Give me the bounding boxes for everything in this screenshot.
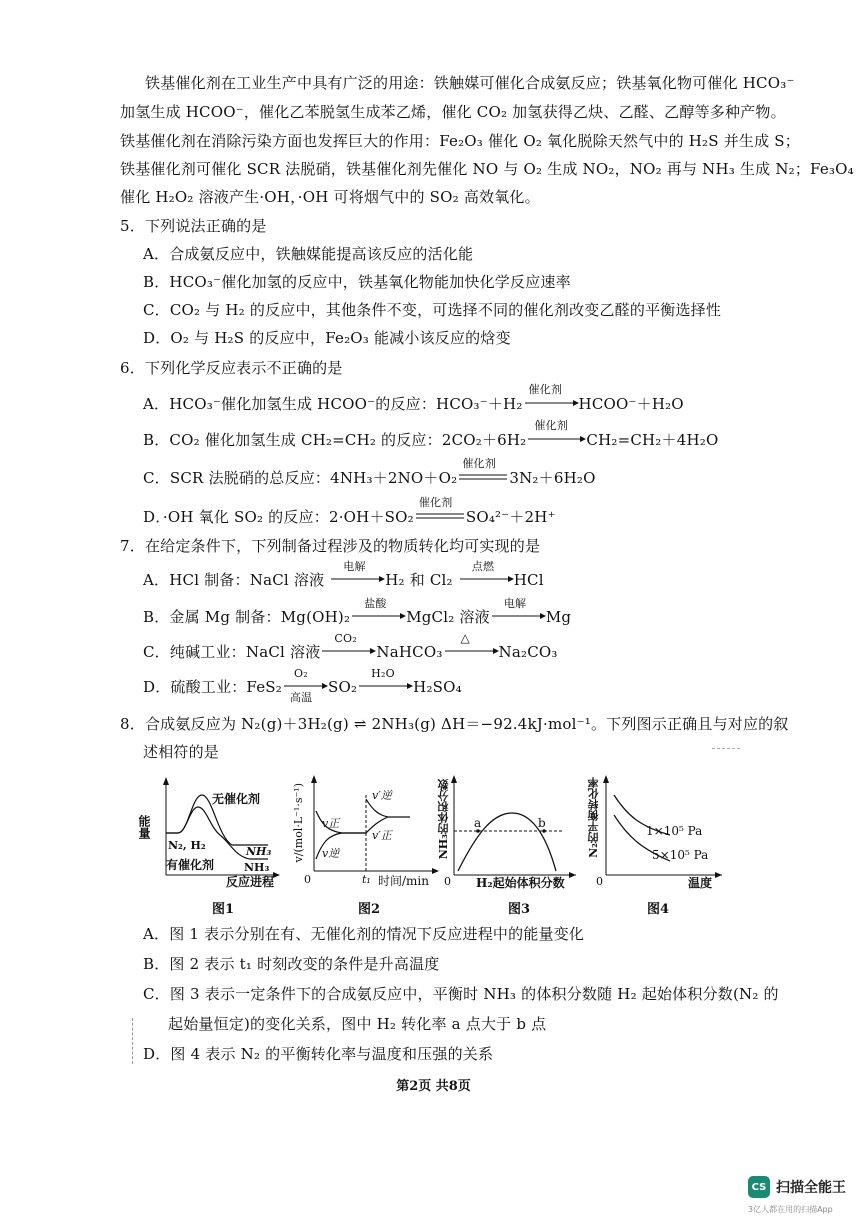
fig1-with-catalyst-label: 有催化剂	[166, 858, 215, 872]
q7-c-cond2: △	[460, 631, 470, 645]
q6-d-equals	[414, 506, 466, 528]
fig2-v-forward-prime: v′正	[372, 829, 392, 842]
q8-option-a: A．图 1 表示分别在有、无催化剂的情况下反应进程中的能量变化	[143, 925, 585, 943]
fig2-v-reverse: v逆	[322, 847, 340, 860]
q8-option-c-line-2: 起始量恒定)的变化关系，图中 H₂ 转化率 a 点大于 b 点	[168, 1015, 547, 1033]
q7-a-cond2: 点燃	[471, 560, 495, 573]
q6-a-arrow	[523, 393, 579, 415]
q8-option-d: D．图 4 表示 N₂ 的平衡转化率与温度和压强的关系	[143, 1045, 494, 1063]
q6-option-b	[143, 419, 719, 451]
q7-b-end: Mg	[545, 608, 572, 626]
fig1-product-2: NH₃	[244, 861, 270, 874]
q6-c-catalyst: 催化剂	[462, 457, 496, 470]
fig3-origin: 0	[444, 875, 451, 888]
q7-b-cond1: 盐酸	[364, 597, 387, 610]
intro-line-2: 加氢生成 HCOO⁻，催化乙苯脱氢生成苯乙烯，催化 CO₂ 加氢获得乙炔、乙醛、乙醇等多种产物。	[120, 103, 786, 121]
q7-c-start: C．纯碱工业：NaCl 溶液	[143, 643, 321, 661]
intro-line-4: 铁基催化剂可催化 SCR 法脱硝，铁基催化剂先催化 NO 与 O₂ 生成 NO₂，NO₂ 再与 NH₃ 生成 N₂；Fe₃O₄	[120, 160, 854, 178]
intro-line-3: 铁基催化剂在消除污染方面也发挥巨大的作用：Fe₂O₃ 催化 O₂ 氧化脱除天然气中的 H₂S 并生成 S；	[120, 132, 800, 150]
q7-d-cond2: H₂O	[371, 667, 395, 680]
fig2-xlabel: 时间/min	[378, 874, 429, 888]
q6-a-right: HCOO⁻＋H₂O	[578, 395, 684, 413]
q7-d-start: D．硫酸工业：FeS₂	[143, 678, 282, 696]
fig3-xlabel: H₂起始体积分数	[476, 876, 565, 890]
q7-option-a	[143, 560, 544, 591]
figure-1	[137, 775, 280, 890]
q7-d-cond1-bottom: 高温	[289, 691, 313, 704]
figure-2-plot	[292, 775, 440, 890]
figure-4-plot	[584, 775, 724, 890]
q6-a-catalyst: 催化剂	[528, 383, 563, 396]
q7-c-cond1: CO₂	[334, 632, 357, 645]
q6-b-arrow	[526, 429, 586, 451]
fig1-xlabel: 反应进程	[226, 875, 275, 889]
figure-2	[292, 775, 440, 890]
q5-option-b: B．HCO₃⁻催化加氢的反应中，铁基氧化物能加快化学反应速率	[143, 273, 571, 291]
figure-3-plot	[436, 775, 586, 890]
q6-b-right: CH₂=CH₂＋4H₂O	[586, 431, 719, 449]
fig2-caption: 图2	[358, 902, 381, 917]
fig2-t1: t₁	[362, 873, 371, 886]
q6-c-left: C．SCR 法脱硝的总反应：4NH₃＋2NO＋O₂	[143, 469, 458, 487]
q7-a-arrow1	[329, 569, 385, 591]
q6-b-left: B．CO₂ 催化加氢生成 CH₂=CH₂ 的反应：2CO₂＋6H₂	[143, 431, 527, 449]
fig2-origin: 0	[304, 873, 311, 886]
q6-c-equals	[457, 467, 509, 489]
figure-4	[584, 775, 724, 890]
q7-c-arrow2	[443, 641, 499, 663]
q7-a-arrow2	[458, 569, 514, 591]
intro-line-1: 铁基催化剂在工业生产中具有广泛的用途：铁触媒可催化合成氨反应；铁基氧化物可催化 HCO₃⁻	[145, 74, 795, 92]
q7-c-arrow1	[320, 641, 376, 663]
fig4-pressure-1: 1×10⁵ Pa	[646, 824, 703, 838]
fig2-v-forward: v正	[322, 817, 340, 830]
q6-a-left: A．HCO₃⁻催化加氢生成 HCOO⁻的反应：HCO₃⁻＋H₂	[143, 395, 523, 413]
fig2-ylabel: v/(mol·L⁻¹·s⁻¹)	[292, 783, 305, 863]
q7-b-arrow2	[490, 606, 546, 628]
q7-option-c	[143, 631, 558, 663]
fig1-reactants-label: N₂, H₂	[168, 839, 206, 852]
q6-c-right: 3N₂＋6H₂O	[509, 469, 596, 487]
page-footer: 第2页 共8页	[396, 1079, 471, 1094]
q8-stem-line-1: 8．合成氨反应为 N₂(g)＋3H₂(g) ⇌ 2NH₃(g) ΔH＝−92.4kJ·mol⁻¹。下列图示正确且与对应的叙	[120, 715, 789, 733]
scanner-brand-name: 扫描全能王	[776, 1180, 846, 1196]
scanner-logo: CS	[748, 1176, 770, 1198]
fig4-origin: 0	[596, 875, 603, 888]
figure-3	[436, 775, 586, 890]
q7-option-b	[143, 597, 572, 628]
q7-d-end: H₂SO₄	[413, 678, 462, 696]
fig3-point-a: a	[474, 816, 482, 830]
fig3-ylabel: NH₃的体积分数	[437, 779, 450, 860]
fig4-pressure-2: 5×10⁵ Pa	[652, 848, 709, 862]
intro-line-5: 催化 H₂O₂ 溶液产生·OH，·OH 可将烟气中的 SO₂ 高效氧化。	[120, 188, 540, 206]
q6-d-right: SO₄²⁻＋2H⁺	[465, 508, 556, 526]
fig4-caption: 图4	[647, 902, 670, 917]
scanner-brand-tagline: 3亿人都在用的扫描App	[748, 1205, 833, 1214]
q7-d-mid: SO₂	[327, 678, 358, 696]
q6-option-d	[143, 496, 556, 528]
fig3-caption: 图3	[508, 902, 531, 917]
q5-option-a: A．合成氨反应中，铁触媒能提高该反应的活化能	[143, 245, 474, 263]
q7-a-cond1: 电解	[343, 560, 366, 573]
q5-option-d: D．O₂ 与 H₂S 的反应中，Fe₂O₃ 能减小该反应的焓变	[143, 329, 511, 347]
q7-a-mid: H₂ 和 Cl₂	[385, 571, 453, 589]
fig1-no-catalyst-label: 无催化剂	[212, 792, 261, 806]
fig2-v-reverse-prime: v′逆	[372, 789, 392, 802]
fig1-caption: 图1	[212, 902, 235, 917]
q7-b-cond2: 电解	[503, 597, 527, 610]
q7-a-end: HCl	[513, 571, 544, 589]
q7-option-d	[143, 667, 462, 704]
q6-b-catalyst: 催化剂	[534, 419, 569, 432]
q6-option-a	[143, 383, 684, 415]
scanner-brand	[748, 1176, 846, 1198]
q7-d-arrow1	[282, 676, 328, 698]
q8-option-b: B．图 2 表示 t₁ 时刻改变的条件是升高温度	[143, 955, 440, 973]
fig4-ylabel: N₂的平衡转化率	[587, 777, 600, 858]
q7-d-arrow2	[357, 676, 413, 698]
fig4-xlabel: 温度	[688, 876, 713, 890]
q6-d-catalyst: 催化剂	[418, 496, 453, 509]
q7-b-arrow1	[350, 606, 406, 628]
q8-option-c-line-1: C．图 3 表示一定条件下的合成氨反应中，平衡时 NH₃ 的体积分数随 H₂ 起始体积分数(N₂ 的	[143, 985, 779, 1003]
q7-c-mid: NaHCO₃	[376, 643, 443, 661]
margin-dash	[132, 1018, 133, 1064]
q7-d-cond1-top: O₂	[293, 667, 308, 680]
fig3-point-b: b	[538, 816, 546, 830]
q7-c-end: Na₂CO₃	[498, 643, 558, 661]
q5-option-c: C．CO₂ 与 H₂ 的反应中，其他条件不变，可选择不同的催化剂改变乙醛的平衡选择性	[143, 301, 722, 319]
q6-stem: 6．下列化学反应表示不正确的是	[120, 359, 343, 377]
q6-d-left: D．·OH 氧化 SO₂ 的反应：2·OH＋SO₂	[143, 508, 414, 526]
fig1-ylabel: 能量	[137, 815, 151, 839]
q7-b-mid: MgCl₂ 溶液	[406, 608, 490, 626]
q6-option-c	[143, 457, 596, 489]
fig1-product-1: NH₃	[246, 845, 272, 858]
q7-a-start: A．HCl 制备：NaCl 溶液	[143, 571, 325, 589]
q8-stem-line-2: 述相符的是	[143, 743, 220, 761]
q7-b-start: B．金属 Mg 制备：Mg(OH)₂	[143, 608, 351, 626]
q5-stem: 5．下列说法正确的是	[120, 217, 267, 235]
q7-stem: 7．在给定条件下，下列制备过程涉及的物质转化均可实现的是	[120, 537, 541, 555]
